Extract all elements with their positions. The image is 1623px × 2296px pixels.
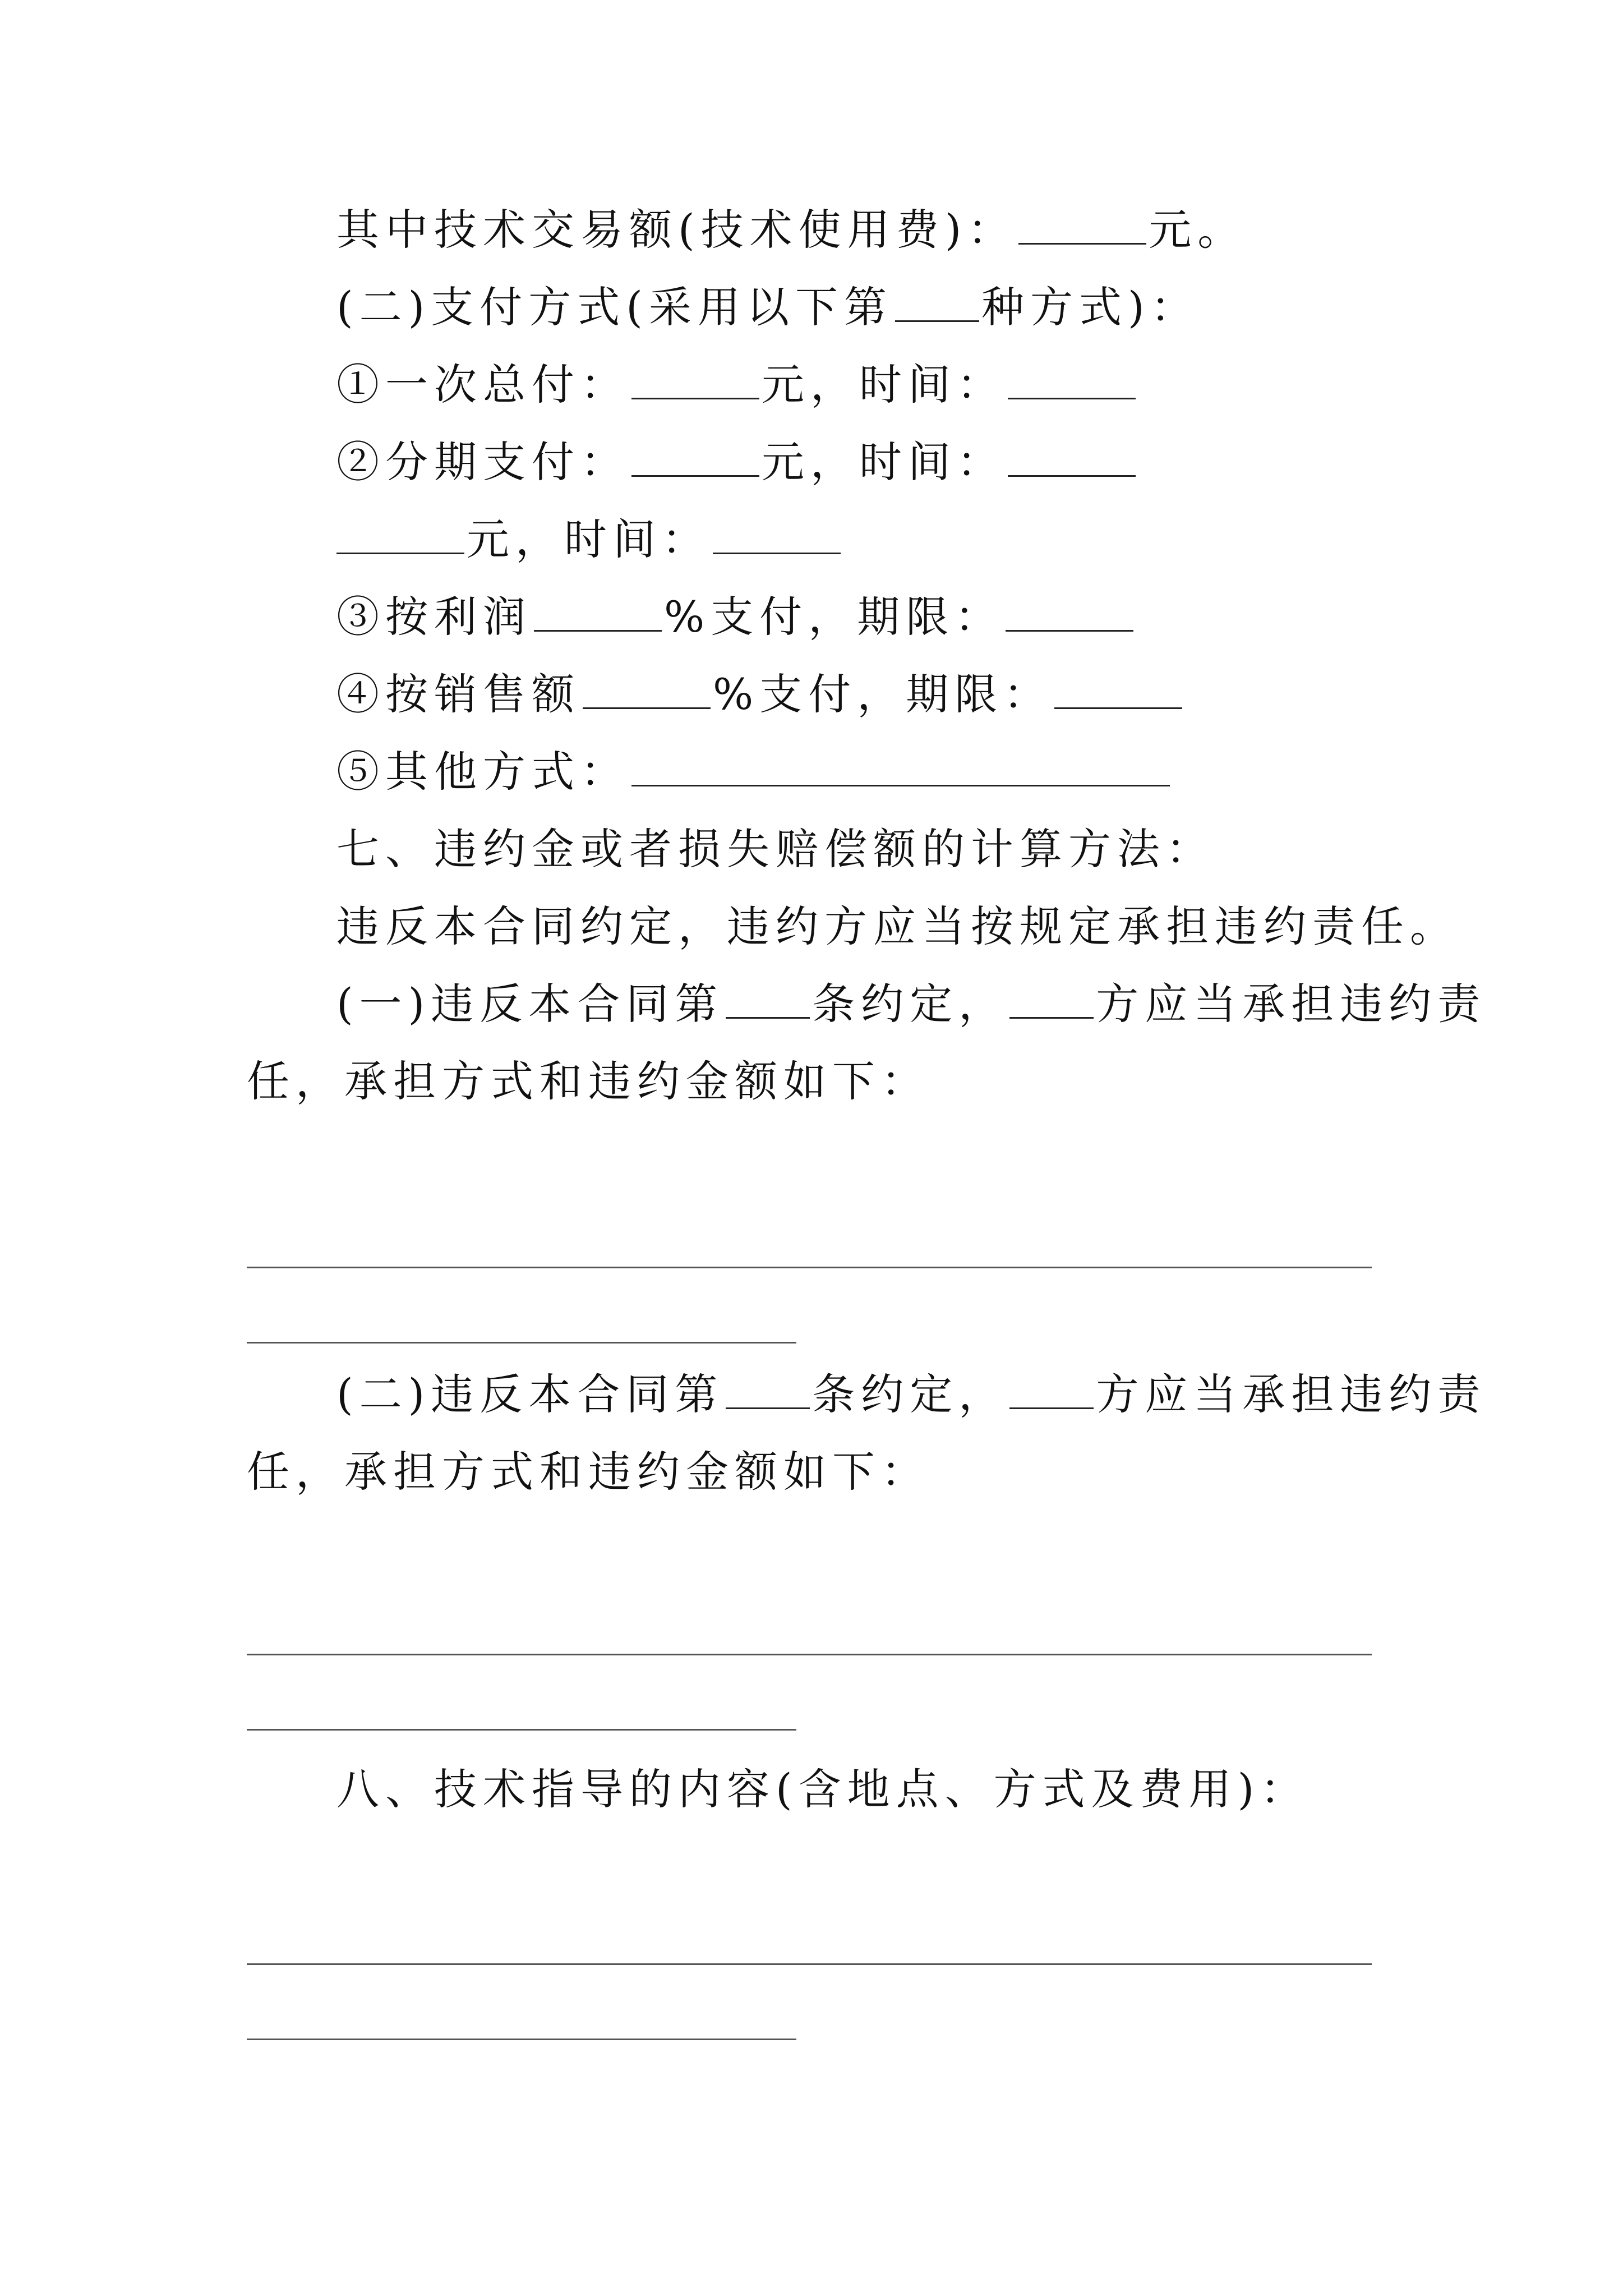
breach-two-line <box>336 1366 1486 1423</box>
sales-payment-line <box>336 666 1184 723</box>
breach-two-continuation-text: 任，承担方式和违约金额如下： <box>247 1447 930 1497</box>
installment-second-time-blank <box>713 518 841 554</box>
lump-sum-payment-line <box>336 357 1138 413</box>
breach-one-line <box>336 976 1486 1032</box>
lump-sum-time-blank <box>1008 363 1136 399</box>
installment-label: ②分期支付： <box>336 437 629 487</box>
breach-one-agreement-text: 条约定， <box>812 979 1008 1029</box>
sales-percent-blank <box>583 673 711 709</box>
breach-one-fill-line-short <box>247 1342 796 1343</box>
installment-time-label: 元，时间： <box>762 437 1006 487</box>
breach-two-article-blank <box>726 1373 810 1409</box>
lump-sum-time-label: 元，时间： <box>762 360 1006 409</box>
breach-one-continuation-text: 任，承担方式和违约金额如下： <box>247 1056 930 1106</box>
profit-term-blank <box>1006 595 1133 632</box>
breach-one-party-blank <box>1009 982 1094 1019</box>
breach-one-label: (一)违反本合同第 <box>336 979 724 1029</box>
breach-two-agreement-text: 条约定， <box>812 1369 1008 1419</box>
breach-one-article-blank <box>726 982 810 1019</box>
profit-payment-line <box>336 589 1136 645</box>
breach-two-label: (二)违反本合同第 <box>336 1369 724 1419</box>
tech-transaction-amount-blank <box>1018 208 1146 245</box>
other-method-label: ⑤其他方式： <box>336 747 629 797</box>
breach-general-line <box>336 899 1459 955</box>
other-method-line <box>336 744 1172 800</box>
installment-payment-line <box>336 434 1138 490</box>
sales-label: ④按销售额 <box>336 669 580 719</box>
installment-amount-blank <box>631 440 759 477</box>
installment-second-amount-blank <box>336 518 464 554</box>
sales-term-label: %支付，期限： <box>713 669 1053 719</box>
section-eight-heading-text: 八、技术指导的内容(含地点、方式及费用)： <box>336 1764 1310 1814</box>
breach-one-liability-text: 方应当承担违约责 <box>1096 979 1487 1029</box>
payment-method-suffix: 种方式)： <box>981 282 1200 332</box>
breach-general-text: 违反本合同约定，违约方应当按规定承担违约责任。 <box>336 901 1459 951</box>
installment-second-line <box>336 512 843 568</box>
breach-one-fill-line-long <box>247 1267 1372 1268</box>
lump-sum-amount-blank <box>631 363 759 399</box>
profit-percent-blank <box>534 595 662 632</box>
profit-label: ③按利润 <box>336 592 532 642</box>
payment-method-number-blank <box>895 286 979 322</box>
tech-transaction-amount-label: 其中技术交易额(技术使用费)： <box>336 205 1017 255</box>
section-eight-heading <box>336 1761 1309 1818</box>
breach-two-liability-text: 方应当承担违约责 <box>1096 1369 1487 1419</box>
tech-transaction-amount-line <box>336 202 1246 258</box>
other-method-blank <box>631 750 1170 786</box>
section-seven-heading <box>336 821 1215 877</box>
breach-two-party-blank <box>1009 1373 1094 1409</box>
section-eight-fill-line-short <box>247 2039 796 2040</box>
profit-term-label: %支付，期限： <box>664 592 1004 642</box>
breach-one-continuation <box>247 1053 930 1110</box>
payment-method-label: (二)支付方式(采用以下第 <box>336 282 893 332</box>
breach-two-continuation <box>247 1444 930 1500</box>
payment-method-line <box>336 279 1200 335</box>
lump-sum-label: ①一次总付： <box>336 360 629 409</box>
sales-term-blank <box>1054 673 1182 709</box>
installment-second-time-label: 元，时间： <box>467 514 711 564</box>
section-seven-heading-text: 七、违约金或者损失赔偿额的计算方法： <box>336 824 1215 874</box>
yuan-period-text: 元。 <box>1149 205 1247 255</box>
installment-time-blank <box>1008 440 1136 477</box>
breach-two-fill-line-short <box>247 1729 796 1731</box>
section-eight-fill-line-long <box>247 1963 1372 1965</box>
breach-two-fill-line-long <box>247 1654 1372 1655</box>
